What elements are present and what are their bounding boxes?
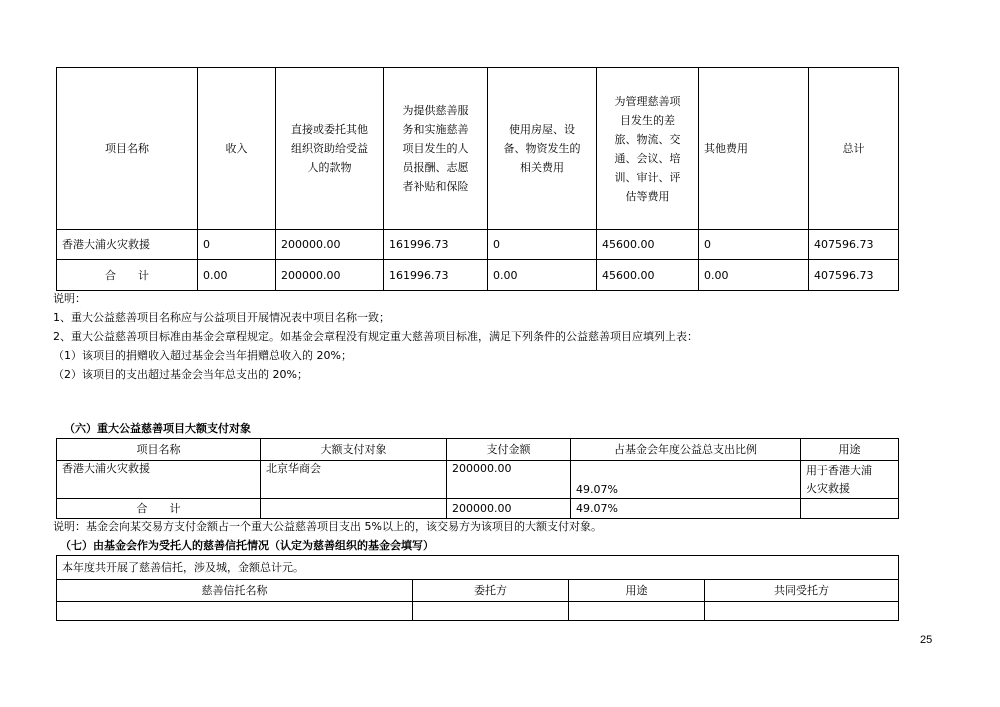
table-header-row [57,580,899,602]
table-row [57,230,899,260]
table-cell: 0.00 [699,260,809,291]
note-line: 1、重大公益慈善项目名称应与公益项目开展情况表中项目名称一致； [53,311,390,324]
major-projects-expense-table [56,67,899,291]
table-cell: 香港大浦火灾救援 [57,461,261,499]
table-cell: 200000.00 [276,230,384,260]
header-cell: 委托方 [413,580,569,602]
note-line: 说明： [53,292,86,305]
header-cell: 项目名称 [57,68,198,230]
note-line: 2、重大公益慈善项目标准由基金会章程规定。如基金会章程没有规定重大慈善项目标准，满足下列条件的公益慈善项目应填列上表： [53,330,698,343]
table-cell: 407596.73 [809,230,899,260]
header-cell: 为管理慈善项 目发生的差 旅、物流、交 通、会议、培 训、审计、评 估等费用 [597,68,699,230]
section-6-title: （六）重大公益慈善项目大额支付对象 [64,422,251,435]
header-cell: 总计 [809,68,899,230]
table-row [57,602,899,621]
large-payment-table [56,438,899,519]
table-header-row [57,68,899,230]
header-cell: 大额支付对象 [261,439,447,461]
table-cell [801,499,899,519]
table-cell: 0 [488,230,597,260]
section-7-title: （七）由基金会作为受托人的慈善信托情况（认定为慈善组织的基金会填写） [60,539,434,552]
table-cell: 407596.73 [809,260,899,291]
table-cell: 北京华商会 [261,461,447,499]
header-cell: 共同受托方 [705,580,899,602]
header-cell: 项目名称 [57,439,261,461]
table-cell: 49.07% [571,461,801,499]
header-cell: 慈善信托名称 [57,580,413,602]
section-6-note: 说明：基金会向某交易方支付金额占一个重大公益慈善项目支出 5%以上的，该交易方为该项目的大额支付对象。 [53,520,602,533]
header-cell: 用途 [569,580,705,602]
header-cell: 收入 [198,68,276,230]
table-cell: 合 计 [57,499,261,519]
note-line: （1）该项目的捐赠收入超过基金会当年捐赠总收入的 20%； [53,349,352,362]
table-cell: 用于香港大浦 火灾救援 [801,461,899,499]
header-cell: 其他费用 [699,68,809,230]
table-cell: 合 计 [57,260,198,291]
table-cell: 200000.00 [447,461,571,499]
header-cell: 为提供慈善服 务和实施慈善 项目发生的人 员报酬、志愿 者补贴和保险 [384,68,488,230]
summary-cell: 本年度共开展了慈善信托，涉及城，金额总计元。 [57,556,899,580]
table-cell: 香港大浦火灾救援 [57,230,198,260]
table-total-row [57,260,899,291]
table-cell: 161996.73 [384,230,488,260]
header-cell: 用途 [801,439,899,461]
header-cell: 使用房屋、设 备、物资发生的 相关费用 [488,68,597,230]
header-cell: 支付金额 [447,439,571,461]
table-cell: 200000.00 [447,499,571,519]
note-line: （2）该项目的支出超过基金会当年总支出的 20%； [53,368,308,381]
notes-block [53,289,698,384]
page-number: 25 [920,634,933,646]
table-cell: 0.00 [488,260,597,291]
table-cell: 45600.00 [597,230,699,260]
table-cell: 0 [699,230,809,260]
table-cell: 49.07% [571,499,801,519]
header-cell: 直接或委托其他 组织资助给受益 人的款物 [276,68,384,230]
table-cell: 45600.00 [597,260,699,291]
table-row [57,461,899,499]
table-cell [569,602,705,621]
table-cell [261,499,447,519]
table-cell: 161996.73 [384,260,488,291]
charitable-trust-table [56,555,899,621]
table-cell: 200000.00 [276,260,384,291]
table-cell [705,602,899,621]
summary-row [57,556,899,580]
table-header-row [57,439,899,461]
table-cell [413,602,569,621]
table-total-row [57,499,899,519]
table-cell [57,602,413,621]
table-cell: 0 [198,230,276,260]
table-cell: 0.00 [198,260,276,291]
header-cell: 占基金会年度公益总支出比例 [571,439,801,461]
